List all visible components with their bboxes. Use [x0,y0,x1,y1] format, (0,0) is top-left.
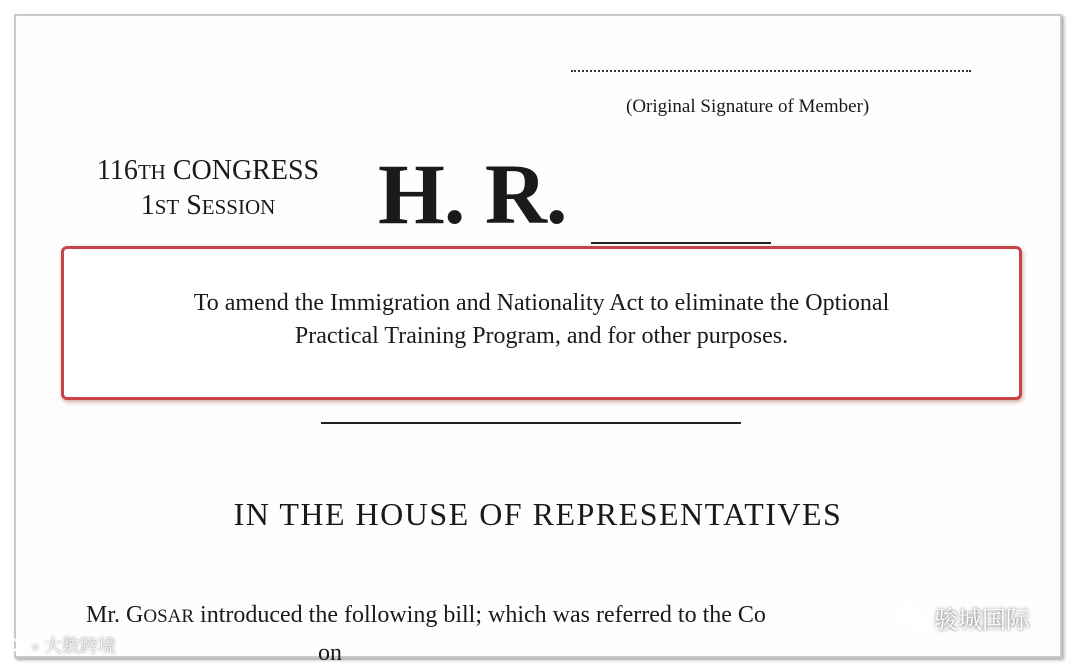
chamber-heading: IN THE HOUSE OF REPRESENTATIVES [233,496,843,532]
signature-caption: (Original Signature of Member) [626,96,870,117]
svg-text:o: o [32,640,39,653]
bill-purpose [64,287,1019,353]
bill-number-rule [591,242,771,244]
purpose-highlight-box [61,246,1022,400]
purpose-line-2: Practical Training Program, and for other purposes. [294,323,789,349]
session-word-first: S [186,190,202,221]
session-suffix: ST [154,195,180,219]
congress-line [82,154,334,189]
intro-prefix: Mr. [86,602,127,628]
congress-number: 116 [96,155,138,186]
session-line [82,189,334,224]
sponsor-first: G [126,602,144,628]
wechat-icon [898,604,928,632]
congress-suffix: TH [137,160,166,184]
bill-document-page [14,14,1062,666]
wechat-official-icon [4,636,38,654]
bill-prefix-heading: H. R. [378,146,567,242]
session-number: 1 [140,190,155,221]
congress-word: CONGRESS [172,155,320,186]
intro-continuation: on [318,640,342,666]
watermark-right [898,600,1030,635]
watermark-left [4,632,116,658]
intro-rest: introduced the following bill; which was referred to the Co [194,602,766,628]
section-divider [321,422,741,424]
sponsor-rest: OSAR [143,606,195,627]
signature-dotted-line [571,70,971,72]
purpose-line-1: To amend the Immigration and Nationality Act to eliminate the Optional [193,290,890,316]
session-word-rest: ESSION [201,195,276,219]
watermark-right-text: 骏城国际 [934,606,1030,634]
congress-session-block [82,154,334,224]
watermark-left-text: 大数跨境 [44,636,116,657]
